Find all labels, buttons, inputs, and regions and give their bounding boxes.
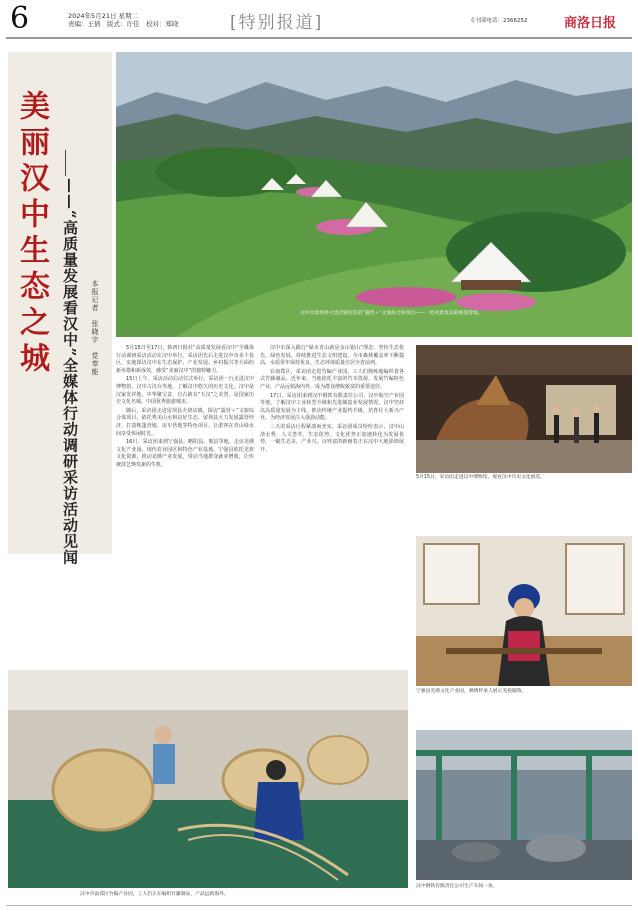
photo-steel-factory bbox=[416, 730, 632, 880]
paragraph: 在南郑区，采访团走进竹编产业园，工人们熟练地编织着各式竹藤制品。近年来，当地依托丰富的竹木资源，发展竹编特色产业，产品远销海内外，成为群众增收致富的重要途径。 bbox=[260, 368, 404, 390]
paragraph: 15日上午，采访活动启动仪式举行。采访团一行走进汉中博物馆、汉中古汉台等地，了解汉中悠久的历史文化。汉中是汉家发祥地、中华聚宝盆，自古就有“天汉”之美誉，是国家历史文化名城、中国优秀旅游城市。 bbox=[116, 376, 254, 406]
photo-qiang-embroidery bbox=[416, 536, 632, 686]
article-column-1 bbox=[116, 345, 254, 471]
subtitle-dash bbox=[65, 150, 66, 176]
paragraph: 5月15日至17日，陕西日报社“高质量发展看汉中”全媒体行动调研采访活动在汉中举行，采访团先后走进汉中市多个县区，实地探访汉中在生态保护、产业发展、乡村振兴等方面的新举措和新成效，感受“美丽汉中”的独特魅力。 bbox=[116, 345, 254, 374]
paragraph: 三天的采访行程紧凑而充实。采访团成员纷纷表示，汉中山清水秀、人文荟萃，生态优势、文化优势正加速转化为发展优势，一幅生态美、产业兴、百姓富的新画卷正在汉中大地徐徐展开。 bbox=[260, 423, 404, 453]
department-phone: 专刊部电话：2366252 bbox=[470, 18, 528, 24]
editor-credits: 责编：王倩 版式：许佳 校对：郑晓 bbox=[68, 20, 179, 28]
caption-factory: 汉中钢铁有限责任公司生产车间一角。 bbox=[416, 884, 498, 889]
page-number: 6 bbox=[10, 1, 30, 36]
photo-museum bbox=[416, 345, 632, 473]
caption-museum: 5月15日，采访团走进汉中博物馆，观看汉中历史文化展览。 bbox=[416, 475, 546, 480]
header-rule bbox=[6, 37, 632, 39]
issue-date-block bbox=[68, 12, 179, 28]
paragraph: 17日，采访团来到汉中钢铁有限责任公司、汉中航空产业园等地，了解汉中工业转型升级和先进制造业发展情况。汉中坚持以高质量发展为主线，推动传统产业提档升级，培育壮大新兴产业，为经济发展注入强劲动能。 bbox=[260, 392, 404, 422]
paragraph: 汉中市深入践行“绿水青山就是金山银山”理念，坚持生态优先、绿色发展，持续推进生态文明建设，全市森林覆盖率不断提高，水质常年保持优良，生态环境质量位居全省前列。 bbox=[260, 345, 404, 367]
footer-rule bbox=[6, 905, 632, 906]
photo-glamping-landscape bbox=[116, 52, 632, 337]
paragraph: 16日，采访团来到宁强县、略阳县、勉县等地，走访羌绣文化产业园、现代农业园区和特色产业基地。宁强县依托羌族文化资源，推动羌绣产业发展，带动当地群众就业增收，让传统技艺焕发新的生机。 bbox=[116, 439, 254, 468]
issue-date: 2024年5月21日 星期二 bbox=[68, 12, 139, 20]
photo-bamboo-weaving bbox=[8, 670, 408, 888]
subheadline: ——“高质量发展看汉中”全媒体行动调研采访活动见闻 bbox=[61, 178, 79, 566]
caption-glamping: 汉中市留坝县火烧店镇打造的“露营＋”文旅综合体项目——一处风景优美的帐篷营地。 bbox=[300, 311, 483, 316]
paragraph: 随后，采访团走进留坝县火烧店镇，探访“露营＋”文旅综合体项目。依托秀美山水和良好生态，留坝县大力发展露营经济，打造帐篷营地、房车营地等特色项目，让游客在青山绿水间享受休闲时光。 bbox=[116, 407, 254, 437]
newspaper-logo: 商洛日报 bbox=[564, 16, 617, 31]
headline: 美丽汉中生态之城 bbox=[14, 90, 49, 378]
caption-embroidery: 宁强县羌绣文化产业园，刺绣传承人展示羌族服饰。 bbox=[416, 689, 527, 694]
article-column-2 bbox=[260, 345, 404, 455]
byline: 本报记者 张晓宇 党奉能 bbox=[91, 280, 99, 376]
caption-bamboo-weaving: 汉中市南郑区竹编产业园，工人们正在编织竹藤制品，产品远销海外。 bbox=[80, 892, 229, 897]
section-title: [特别报道] bbox=[230, 13, 324, 33]
